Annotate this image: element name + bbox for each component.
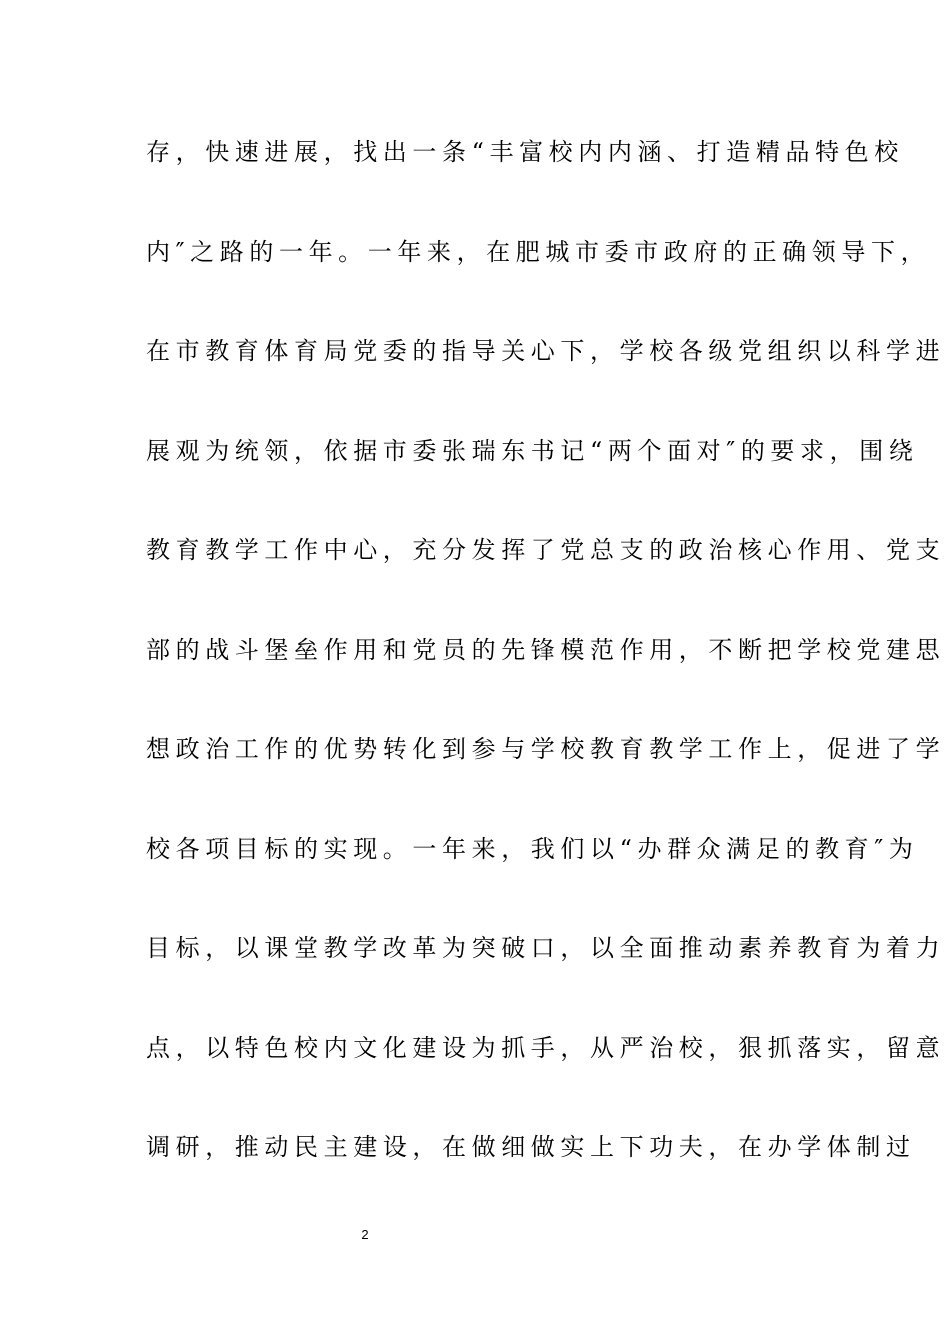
text-line-6: 部的战斗堡垒作用和党员的先锋模范作用，不断把学校党建思 <box>146 635 946 664</box>
text-line-8: 校各项目标的实现。一年来，我们以“办群众满足的教育″为 <box>146 834 919 863</box>
text-line-4: 展观为统领，依据市委张瑞东书记“两个面对″的要求，围绕 <box>146 436 919 465</box>
text-line-11: 调研，推动民主建设，在做细做实上下功夫，在办学体制过 <box>146 1133 916 1161</box>
text-line-10: 点，以特色校内文化建设为抓手，从严治校，狠抓落实，留意 <box>146 1033 946 1062</box>
text-line-9: 目标，以课堂教学改革为突破口，以全面推动素养教育为着力 <box>146 934 946 962</box>
page-number: 2 <box>361 1227 369 1242</box>
text-line-3: 在市教育体育局党委的指导关心下，学校各级党组织以科学进 <box>146 337 946 365</box>
text-line-2: 内″之路的一年。一年来，在肥城市委市政府的正确领导下， <box>146 237 931 266</box>
text-line-5: 教育教学工作中心，充分发挥了党总支的政治核心作用、党支 <box>146 536 946 564</box>
body-text <box>146 126 946 1221</box>
text-line-1: 存，快速进展，找出一条“丰富校内内涵、打造精品特色校 <box>146 138 904 166</box>
text-line-7: 想政治工作的优势转化到参与学校教育教学工作上，促进了学 <box>146 735 946 763</box>
